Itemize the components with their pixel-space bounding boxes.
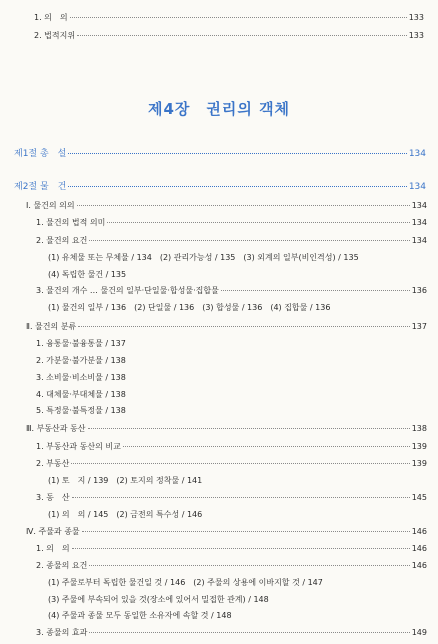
toc-sub-text: (4) 주물과 종물 모두 동일한 소유자에 속할 것 / 148: [48, 611, 232, 620]
toc-sub-text: 2. 가분물·불가분물 / 138: [36, 356, 126, 365]
toc-entry-page: 137: [411, 322, 427, 331]
dot-leader: [89, 565, 409, 566]
toc-entry[interactable]: [36, 561, 427, 571]
toc-sub-entry: [48, 578, 428, 588]
toc-sub-entry: [48, 595, 428, 605]
toc-sub-entry: [36, 356, 416, 366]
toc-sub-entry: [36, 373, 416, 383]
toc-entry-label: 2. 부동산: [36, 459, 70, 468]
toc-entry-label: 1. 의 의: [36, 544, 70, 553]
toc-entry[interactable]: [36, 442, 427, 452]
toc-sub-text: (4) 독립한 물건 / 135: [48, 270, 127, 279]
toc-entry-label: 2. 종물의 요건: [36, 561, 88, 570]
toc-section-page: 134: [408, 182, 426, 192]
toc-entry-label: 2. 법적지위: [34, 31, 76, 40]
toc-entry-label: 3. 물건의 개수 … 물건의 일부·단일물·합성물·집합물: [36, 286, 219, 295]
toc-entry[interactable]: [26, 322, 427, 332]
toc-entry-label: 2. 물건의 요건: [36, 236, 88, 245]
dot-leader: [78, 326, 410, 327]
toc-section-1[interactable]: [14, 149, 426, 159]
toc-entry[interactable]: [36, 628, 427, 638]
toc-sub-entry: [48, 253, 428, 263]
chapter-title: 제4장 권리의 객체: [147, 100, 291, 118]
toc-entry-page: 134: [411, 218, 427, 227]
toc-entry-page: 133: [408, 31, 424, 40]
toc-sub-text: (1) 물건의 일부 / 136 (2) 단일물 / 136 (3) 합성물 / 136 (4) 집합물 / 136: [48, 303, 331, 312]
toc-entry[interactable]: [36, 544, 427, 554]
toc-entry-page: 146: [411, 527, 427, 536]
dot-leader: [77, 35, 407, 36]
toc-sub-text: 3. 소비물·비소비물 / 138: [36, 373, 126, 382]
dot-leader: [71, 463, 409, 464]
dot-leader: [70, 17, 407, 18]
toc-sub-entry: [48, 611, 428, 621]
dot-leader: [123, 446, 410, 447]
toc-entry[interactable]: [36, 493, 427, 503]
toc-entry-page: 139: [411, 459, 427, 468]
toc-entry-page: 146: [411, 561, 427, 570]
toc-entry-page: 134: [411, 236, 427, 245]
toc-sub-text: (1) 의 의 / 145 (2) 금전의 특수성 / 146: [48, 510, 203, 519]
toc-entry-label: 1. 의 의: [34, 13, 68, 22]
toc-section-page: 134: [408, 149, 426, 159]
dot-leader: [68, 186, 406, 187]
toc-entry-page: 134: [411, 201, 427, 210]
dot-leader: [72, 497, 410, 498]
toc-entry-page: 149: [411, 628, 427, 637]
dot-leader: [221, 290, 410, 291]
toc-sub-text: 5. 특정물·불특정물 / 138: [36, 406, 126, 415]
dot-leader: [89, 632, 409, 633]
toc-entry-page: 138: [411, 424, 427, 433]
toc-sub-text: (1) 토 지 / 139 (2) 토지의 정착물 / 141: [48, 476, 203, 485]
toc-sub-text: (1) 주물로부터 독립한 물건일 것 / 146 (2) 주물의 상용에 이바지할 것 / 147: [48, 578, 323, 587]
toc-sub-entry: [48, 510, 428, 520]
toc-entry-label: Ⅲ. 부동산과 동산: [26, 424, 86, 433]
toc-entry[interactable]: [26, 201, 427, 211]
toc-sub-text: (1) 유체물 또는 무체물 / 134 (2) 관리가능성 / 135 (3) 외계의 일부(비인격성) / 135: [48, 253, 359, 262]
toc-entry[interactable]: [34, 13, 424, 23]
toc-sub-entry: [36, 339, 416, 349]
toc-entry-label: Ⅱ. 물건의 분류: [26, 322, 77, 331]
toc-entry[interactable]: [36, 286, 427, 296]
toc-entry[interactable]: [26, 424, 427, 434]
toc-entry-label: 1. 부동산과 동산의 비교: [36, 442, 121, 451]
toc-sub-entry: [48, 476, 428, 486]
dot-leader: [88, 428, 410, 429]
toc-entry-label: Ⅰ. 물건의 의의: [26, 201, 75, 210]
toc-entry[interactable]: [26, 527, 427, 537]
toc-sub-entry: [48, 303, 428, 313]
dot-leader: [77, 205, 410, 206]
toc-entry-label: 3. 동 산: [36, 493, 70, 502]
dot-leader: [107, 222, 409, 223]
toc-section-2[interactable]: [14, 182, 426, 192]
toc-entry[interactable]: [36, 459, 427, 469]
toc-entry-page: 133: [408, 13, 424, 22]
toc-entry-page: 136: [411, 286, 427, 295]
toc-entry-page: 145: [411, 493, 427, 502]
toc-entry-page: 146: [411, 544, 427, 553]
toc-sub-text: (3) 주물에 부속되어 있을 것(장소에 있어서 밀접한 관계) / 148: [48, 595, 269, 604]
toc-sub-entry: [36, 406, 416, 416]
dot-leader: [89, 240, 409, 241]
toc-sub-text: 4. 대체물·부대체물 / 138: [36, 390, 126, 399]
dot-leader: [68, 153, 406, 154]
toc-section-label: 제2절 물 건: [14, 182, 67, 192]
toc-entry-label: Ⅳ. 주물과 종물: [26, 527, 80, 536]
toc-section-label: 제1절 총 설: [14, 149, 67, 159]
toc-sub-entry: [36, 390, 416, 400]
toc-sub-entry: [48, 270, 428, 280]
toc-entry-label: 1. 물건의 법적 의미: [36, 218, 106, 227]
dot-leader: [72, 548, 410, 549]
toc-entry-label: 3. 종물의 효과: [36, 628, 88, 637]
toc-sub-text: 1. 융통물·불융통물 / 137: [36, 339, 126, 348]
toc-entry[interactable]: [36, 236, 427, 246]
toc-entry[interactable]: [36, 218, 427, 228]
dot-leader: [82, 531, 410, 532]
toc-entry-page: 139: [411, 442, 427, 451]
toc-entry[interactable]: [34, 31, 424, 41]
